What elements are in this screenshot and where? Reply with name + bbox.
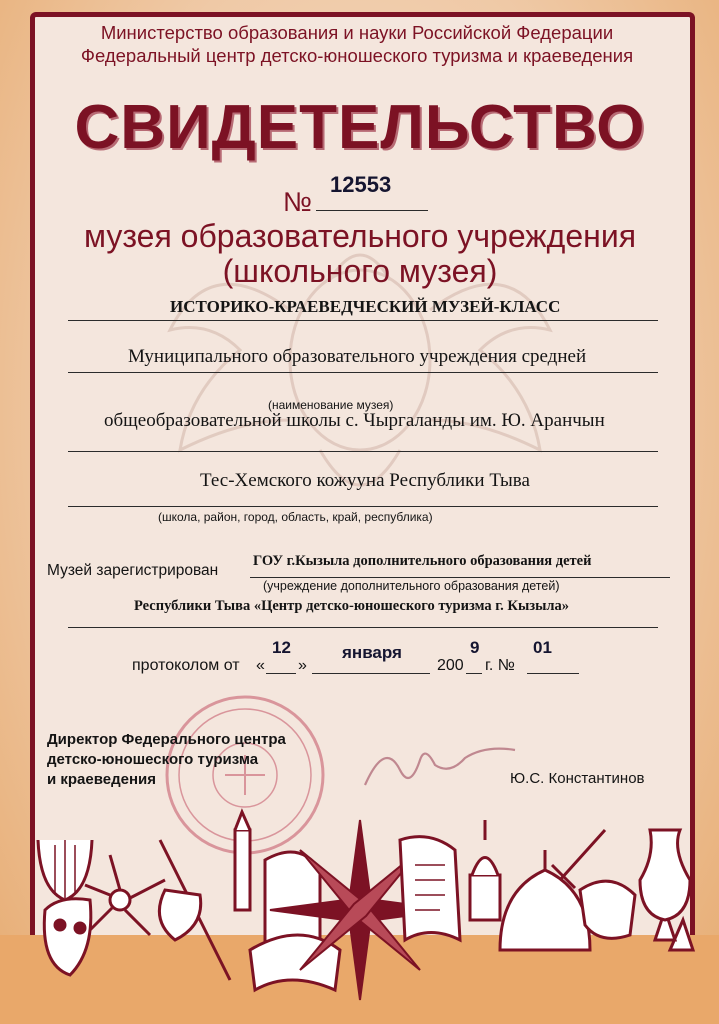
registered-label: Музей зарегистрирован xyxy=(47,562,219,579)
number-sign: № xyxy=(283,187,312,217)
flower-icon xyxy=(85,855,165,935)
protocol-label: протоколом от xyxy=(132,657,240,674)
ministry-header: Министерство образования и науки Российской Федерации xyxy=(100,22,614,43)
year-underline xyxy=(466,673,482,674)
caption-institution: (учреждение дополнительного образования детей) xyxy=(263,579,560,593)
vase-icon xyxy=(640,830,690,920)
subtitle-museum: музея образовательного учреждения xyxy=(83,218,637,254)
lyre-icon xyxy=(38,840,92,900)
center-header: Федеральный центр детско-юношеского туризма и краеведения xyxy=(80,45,634,66)
museum-name: ИСТОРИКО-КРАЕВЕДЧЕСКИЙ МУЗЕЙ-КЛАСС xyxy=(170,297,561,316)
school-line-1: Муниципального образовательного учреждения средней xyxy=(128,346,587,367)
decorative-footer xyxy=(0,800,719,1024)
director-name: Ю.С. Константинов xyxy=(510,770,645,787)
museum-name-underline xyxy=(68,320,658,321)
school-line-3: Тес-Хемского кожууна Республики Тыва xyxy=(200,470,530,491)
manuscript-icon xyxy=(400,837,460,940)
certificate-number: 12553 xyxy=(330,172,392,197)
protocol-number: 01 xyxy=(533,638,552,657)
year-prefix: 200 xyxy=(437,657,464,674)
number-underline xyxy=(316,210,428,211)
subtitle-school-museum: (школьного музея) xyxy=(222,253,498,289)
director-title-3: и краеведения xyxy=(47,771,157,788)
sword-icon xyxy=(552,830,605,888)
church-icon xyxy=(470,820,500,920)
helmet-icon xyxy=(500,850,590,950)
director-title-2: детско-юношеского туризма xyxy=(47,751,259,768)
caption-museum-name: (наименование музея) xyxy=(268,398,394,412)
director-title-1: Директор Федерального центра xyxy=(47,731,286,748)
registration-institution: ГОУ г.Кызыла дополнительного образования детей xyxy=(253,553,592,569)
protocol-day: 12 xyxy=(272,638,291,657)
school-line-3-underline xyxy=(68,506,658,507)
protocol-month: января xyxy=(342,643,402,662)
protocol-number-underline xyxy=(527,673,579,674)
school-line-2: общеобразовательной школы с. Чыргаланды им. Ю. Аранчын xyxy=(104,410,605,431)
protocol-number-label: г. № xyxy=(485,657,515,674)
quote-open: « xyxy=(256,657,265,674)
month-underline xyxy=(312,673,430,674)
certificate-title: СВИДЕТЕЛЬСТВО xyxy=(74,93,646,162)
school-line-1-underline xyxy=(68,372,658,373)
director-signature xyxy=(355,730,525,800)
protocol-year-digit: 9 xyxy=(470,638,480,657)
registration-institution-2: Республики Тыва «Центр детско-юношеского туризма г. Кызыла» xyxy=(134,598,570,614)
registration-underline xyxy=(250,577,670,578)
pen-icon xyxy=(235,812,250,910)
caption-school-location: (школа, район, город, область, край, республика) xyxy=(158,510,433,524)
day-underline xyxy=(266,673,296,674)
registration-line-2-underline xyxy=(68,627,658,628)
quote-close: » xyxy=(298,657,307,674)
school-line-2-underline xyxy=(68,451,658,452)
